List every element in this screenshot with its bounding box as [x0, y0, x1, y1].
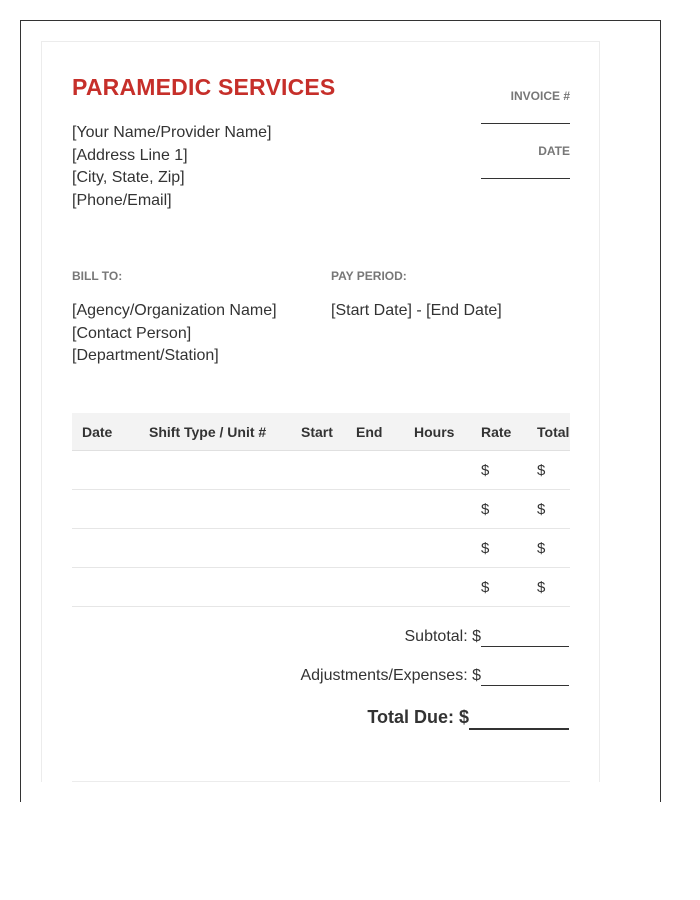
bill-to-contact: [Contact Person]	[72, 324, 192, 342]
total-due-blank[interactable]	[469, 707, 569, 730]
cell-start[interactable]	[291, 451, 346, 490]
provider-address: [Address Line 1]	[72, 146, 188, 164]
cell-date[interactable]	[72, 568, 139, 607]
cell-date[interactable]	[72, 451, 139, 490]
cell-rate[interactable]: $	[471, 568, 527, 607]
column-header-date: Date	[72, 413, 139, 451]
total-due-label: Total Due: $	[367, 707, 469, 727]
invoice-number-line[interactable]	[481, 123, 570, 124]
invoice-sheet	[41, 41, 600, 782]
table-row	[72, 529, 570, 568]
cell-rate[interactable]: $	[471, 529, 527, 568]
cell-total[interactable]: $	[527, 568, 570, 607]
column-header-total: Total	[527, 413, 570, 451]
adjustments-label: Adjustments/Expenses: $	[300, 667, 481, 684]
cell-rate[interactable]: $	[471, 451, 527, 490]
invoice-number-label: INVOICE #	[510, 89, 570, 103]
cell-hours[interactable]	[404, 568, 471, 607]
cell-date[interactable]	[72, 529, 139, 568]
subtotal-blank[interactable]	[481, 628, 569, 647]
cell-end[interactable]	[346, 568, 404, 607]
cell-shift[interactable]	[139, 568, 291, 607]
table-row	[72, 490, 570, 529]
subtotal-label: Subtotal: $	[404, 628, 481, 645]
column-header-shift: Shift Type / Unit #	[139, 413, 291, 451]
table-row	[72, 451, 570, 490]
bill-to-agency: [Agency/Organization Name]	[72, 302, 277, 319]
cell-total[interactable]: $	[527, 529, 570, 568]
cell-rate[interactable]: $	[471, 490, 527, 529]
date-line[interactable]	[481, 178, 570, 179]
adjustments-blank[interactable]	[481, 667, 569, 686]
subtotal-row	[405, 628, 570, 647]
provider-block	[72, 122, 272, 212]
column-header-rate: Rate	[471, 413, 527, 451]
cell-start[interactable]	[291, 529, 346, 568]
date-label: DATE	[538, 144, 570, 158]
provider-contact: [Phone/Email]	[72, 191, 172, 209]
bill-to-label: BILL TO:	[72, 269, 123, 283]
footer-divider	[72, 781, 570, 782]
total-due-row	[367, 707, 569, 730]
column-header-start: Start	[291, 413, 346, 451]
cell-shift[interactable]	[139, 529, 291, 568]
provider-name: [Your Name/Provider Name]	[72, 124, 272, 141]
pay-period-value: [Start Date] - [End Date]	[331, 302, 502, 319]
cell-shift[interactable]	[139, 490, 291, 529]
bill-to-block	[72, 300, 277, 368]
cell-start[interactable]	[291, 490, 346, 529]
bill-to-department: [Department/Station]	[72, 347, 219, 364]
line-items-table	[72, 413, 570, 607]
column-header-end: End	[346, 413, 404, 451]
cell-start[interactable]	[291, 568, 346, 607]
cell-end[interactable]	[346, 529, 404, 568]
cell-hours[interactable]	[404, 451, 471, 490]
table-header-row	[72, 413, 570, 451]
cell-total[interactable]: $	[527, 451, 570, 490]
provider-city: [City, State, Zip]	[72, 169, 185, 186]
cell-end[interactable]	[346, 451, 404, 490]
invoice-title: PARAMEDIC SERVICES	[72, 74, 336, 100]
cell-date[interactable]	[72, 490, 139, 529]
adjustments-row	[300, 667, 569, 686]
cell-hours[interactable]	[404, 529, 471, 568]
cell-end[interactable]	[346, 490, 404, 529]
cell-hours[interactable]	[404, 490, 471, 529]
cell-total[interactable]: $	[527, 490, 570, 529]
cell-shift[interactable]	[139, 451, 291, 490]
pay-period-label: PAY PERIOD:	[331, 269, 407, 283]
column-header-hours: Hours	[404, 413, 471, 451]
table-row	[72, 568, 570, 607]
